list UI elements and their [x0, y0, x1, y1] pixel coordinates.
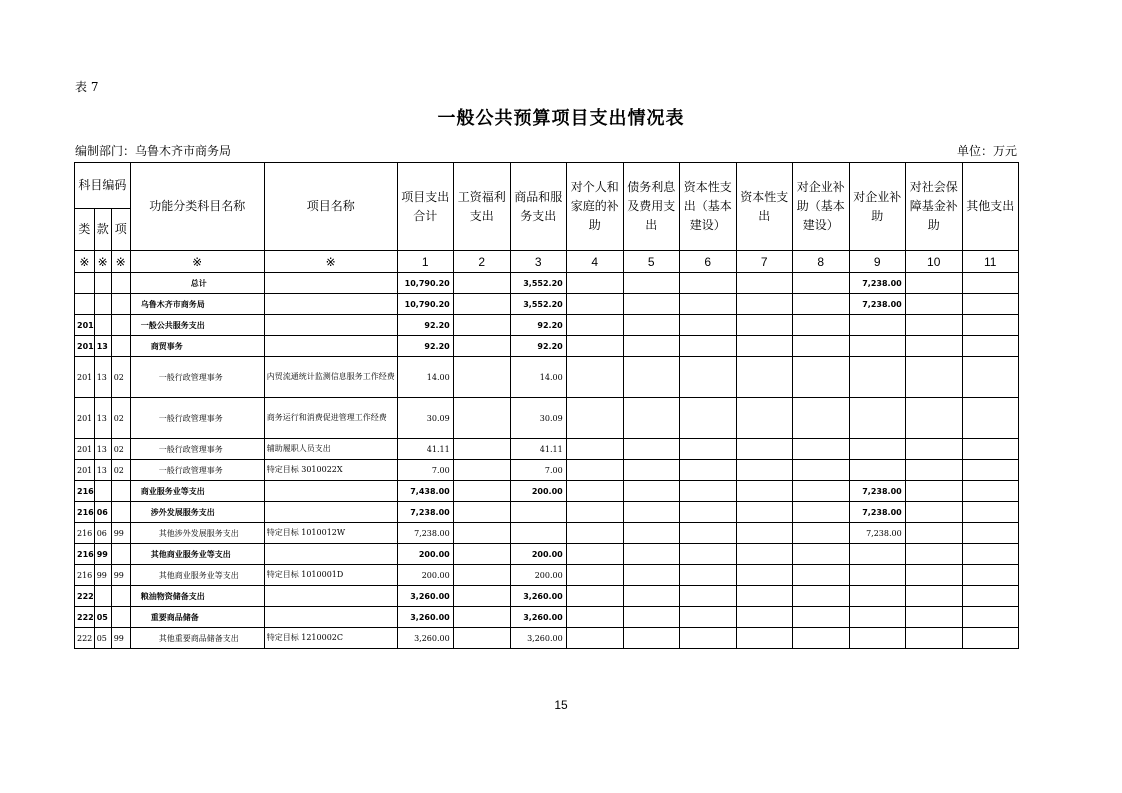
- cell-kuan: 06: [94, 502, 111, 523]
- cell-other: [962, 502, 1018, 523]
- cell-enterprise-subsidy-basic: [792, 273, 849, 294]
- cell-enterprise-subsidy: [849, 544, 905, 565]
- cell-enterprise-subsidy: 7,238.00: [849, 294, 905, 315]
- compiling-department: 编制部门：乌鲁木齐市商务局: [75, 144, 232, 158]
- cell-kuan: 13: [94, 439, 111, 460]
- cell-proj-name: [264, 586, 397, 607]
- cell-household-subsidy: [566, 607, 623, 628]
- cell-lei: 201: [75, 460, 95, 481]
- cell-enterprise-subsidy: [849, 586, 905, 607]
- cell-kuan: 13: [94, 398, 111, 439]
- table-row: [75, 294, 1019, 315]
- xiang-header: 项: [111, 209, 130, 251]
- cell-debt-interest: [623, 398, 679, 439]
- cell-xiang: [111, 273, 130, 294]
- cell-func-name: 重要商品储备: [130, 607, 264, 628]
- table-row: [75, 565, 1019, 586]
- cell-xiang: [111, 586, 130, 607]
- cell-other: [962, 315, 1018, 336]
- cell-lei: [75, 273, 95, 294]
- cell-debt-interest: [623, 502, 679, 523]
- cell-xiang: [111, 294, 130, 315]
- kuan-header: 款: [94, 209, 111, 251]
- cell-enterprise-subsidy: 7,238.00: [849, 273, 905, 294]
- cell-kuan: 13: [94, 460, 111, 481]
- cell-func-name: 粮油物资储备支出: [130, 586, 264, 607]
- cell-kuan: [94, 481, 111, 502]
- cell-wages: [453, 439, 510, 460]
- cell-xiang: [111, 544, 130, 565]
- cell-total: 14.00: [397, 357, 453, 398]
- cell-capital: [736, 315, 792, 336]
- cell-social-security: [905, 439, 962, 460]
- table-row: [75, 544, 1019, 565]
- cell-social-security: [905, 586, 962, 607]
- cell-enterprise-subsidy-basic: [792, 523, 849, 544]
- cell-goods-services: 41.11: [510, 439, 566, 460]
- cell-debt-interest: [623, 481, 679, 502]
- table-row: [75, 439, 1019, 460]
- cell-wages: [453, 460, 510, 481]
- cell-household-subsidy: [566, 544, 623, 565]
- cell-other: [962, 544, 1018, 565]
- cell-proj-name: 辅助履职人员支出: [264, 439, 397, 460]
- cell-total: 200.00: [397, 544, 453, 565]
- cell-goods-services: 30.09: [510, 398, 566, 439]
- cell-func-name: 一般公共服务支出: [130, 315, 264, 336]
- cell-debt-interest: [623, 315, 679, 336]
- cell-other: [962, 439, 1018, 460]
- cell-social-security: [905, 398, 962, 439]
- cell-lei: 201: [75, 336, 95, 357]
- cell-household-subsidy: [566, 502, 623, 523]
- cell-total: 3,260.00: [397, 607, 453, 628]
- cell-func-name: 其他商业服务业等支出: [130, 544, 264, 565]
- cell-capital: [736, 481, 792, 502]
- cell-household-subsidy: [566, 357, 623, 398]
- cell-lei: 216: [75, 565, 95, 586]
- cell-wages: [453, 398, 510, 439]
- cell-goods-services: 92.20: [510, 315, 566, 336]
- cell-proj-name: 特定目标 3010022X: [264, 460, 397, 481]
- cell-kuan: 13: [94, 357, 111, 398]
- cell-total: 10,790.20: [397, 294, 453, 315]
- col-5-header: 债务利息 及费用支 出: [623, 163, 679, 251]
- cell-debt-interest: [623, 460, 679, 481]
- cell-capital: [736, 357, 792, 398]
- budget-table: [74, 162, 1019, 649]
- cell-total: 7,438.00: [397, 481, 453, 502]
- cell-capital: [736, 628, 792, 649]
- cell-kuan: 05: [94, 628, 111, 649]
- cell-household-subsidy: [566, 523, 623, 544]
- col-7-header: 资本性支 出: [736, 163, 792, 251]
- cell-proj-name: 特定目标 1210002C: [264, 628, 397, 649]
- col-6-header: 资本性支 出（基本 建设）: [679, 163, 736, 251]
- table-number: 表 7: [75, 80, 99, 94]
- cell-social-security: [905, 294, 962, 315]
- index-row: ※ ※ ※ ※ ※ 1 2 3 4 5 6 7 8 9 10 11: [75, 251, 1019, 273]
- cell-proj-name: [264, 607, 397, 628]
- cell-goods-services: 3,260.00: [510, 586, 566, 607]
- cell-other: [962, 607, 1018, 628]
- cell-xiang: [111, 607, 130, 628]
- cell-enterprise-subsidy: [849, 336, 905, 357]
- cell-proj-name: [264, 544, 397, 565]
- table-row: [75, 502, 1019, 523]
- cell-wages: [453, 502, 510, 523]
- cell-social-security: [905, 481, 962, 502]
- cell-household-subsidy: [566, 628, 623, 649]
- cell-other: [962, 565, 1018, 586]
- cell-social-security: [905, 607, 962, 628]
- cell-lei: 216: [75, 544, 95, 565]
- unit-label: 单位：万元: [956, 144, 1017, 158]
- table-row: [75, 336, 1019, 357]
- cell-lei: 216: [75, 502, 95, 523]
- cell-goods-services: 3,552.20: [510, 273, 566, 294]
- cell-total: 92.20: [397, 336, 453, 357]
- cell-func-name: 商业服务业等支出: [130, 481, 264, 502]
- cell-social-security: [905, 273, 962, 294]
- cell-capital-basic: [679, 565, 736, 586]
- col-2-header: 工资福利 支出: [453, 163, 510, 251]
- cell-func-name: 商贸事务: [130, 336, 264, 357]
- cell-enterprise-subsidy: [849, 357, 905, 398]
- cell-lei: 216: [75, 481, 95, 502]
- cell-debt-interest: [623, 586, 679, 607]
- cell-proj-name: [264, 315, 397, 336]
- cell-kuan: 99: [94, 544, 111, 565]
- cell-total: 41.11: [397, 439, 453, 460]
- cell-enterprise-subsidy: [849, 607, 905, 628]
- cell-goods-services: 3,260.00: [510, 607, 566, 628]
- cell-household-subsidy: [566, 315, 623, 336]
- cell-wages: [453, 565, 510, 586]
- cell-capital-basic: [679, 294, 736, 315]
- cell-kuan: [94, 294, 111, 315]
- cell-capital-basic: [679, 460, 736, 481]
- cell-total: 30.09: [397, 398, 453, 439]
- cell-capital-basic: [679, 398, 736, 439]
- cell-other: [962, 398, 1018, 439]
- cell-enterprise-subsidy: [849, 460, 905, 481]
- cell-lei: 201: [75, 439, 95, 460]
- cell-enterprise-subsidy: [849, 565, 905, 586]
- cell-enterprise-subsidy: 7,238.00: [849, 502, 905, 523]
- cell-social-security: [905, 523, 962, 544]
- cell-capital-basic: [679, 628, 736, 649]
- cell-capital: [736, 502, 792, 523]
- table-row: [75, 607, 1019, 628]
- cell-enterprise-subsidy-basic: [792, 586, 849, 607]
- cell-debt-interest: [623, 439, 679, 460]
- cell-capital: [736, 460, 792, 481]
- cell-capital: [736, 544, 792, 565]
- cell-household-subsidy: [566, 481, 623, 502]
- table-row: [75, 628, 1019, 649]
- cell-func-name: 一般行政管理事务: [130, 357, 264, 398]
- col-1-header: 项目支出 合计: [397, 163, 453, 251]
- cell-wages: [453, 315, 510, 336]
- cell-social-security: [905, 336, 962, 357]
- cell-debt-interest: [623, 336, 679, 357]
- cell-household-subsidy: [566, 586, 623, 607]
- cell-proj-name: 特定目标 1010012W: [264, 523, 397, 544]
- cell-other: [962, 586, 1018, 607]
- col-11-header: 其他支出: [962, 163, 1018, 251]
- cell-xiang: [111, 502, 130, 523]
- table-row: [75, 357, 1019, 398]
- cell-xiang: [111, 315, 130, 336]
- cell-capital: [736, 586, 792, 607]
- cell-debt-interest: [623, 357, 679, 398]
- col-9-header: 对企业补 助: [849, 163, 905, 251]
- cell-xiang: 02: [111, 460, 130, 481]
- cell-goods-services: [510, 523, 566, 544]
- cell-enterprise-subsidy-basic: [792, 315, 849, 336]
- cell-lei: 201: [75, 398, 95, 439]
- cell-household-subsidy: [566, 398, 623, 439]
- cell-goods-services: 200.00: [510, 544, 566, 565]
- cell-func-name: 一般行政管理事务: [130, 460, 264, 481]
- cell-total: 92.20: [397, 315, 453, 336]
- cell-capital-basic: [679, 586, 736, 607]
- cell-kuan: 06: [94, 523, 111, 544]
- cell-enterprise-subsidy: [849, 439, 905, 460]
- cell-total: 10,790.20: [397, 273, 453, 294]
- table-row: [75, 586, 1019, 607]
- cell-enterprise-subsidy-basic: [792, 357, 849, 398]
- cell-func-name: 其他重要商品储备支出: [130, 628, 264, 649]
- cell-wages: [453, 357, 510, 398]
- cell-other: [962, 273, 1018, 294]
- cell-enterprise-subsidy-basic: [792, 336, 849, 357]
- cell-capital-basic: [679, 523, 736, 544]
- cell-lei: 222: [75, 607, 95, 628]
- cell-capital: [736, 273, 792, 294]
- cell-wages: [453, 586, 510, 607]
- cell-capital-basic: [679, 336, 736, 357]
- cell-social-security: [905, 544, 962, 565]
- cell-goods-services: 3,552.20: [510, 294, 566, 315]
- cell-capital-basic: [679, 273, 736, 294]
- cell-enterprise-subsidy-basic: [792, 294, 849, 315]
- cell-total: 7,238.00: [397, 502, 453, 523]
- cell-social-security: [905, 628, 962, 649]
- cell-proj-name: [264, 273, 397, 294]
- cell-capital: [736, 398, 792, 439]
- cell-capital: [736, 336, 792, 357]
- cell-xiang: [111, 481, 130, 502]
- cell-proj-name: 商务运行和消费促进管理工作经费: [264, 398, 397, 439]
- cell-debt-interest: [623, 523, 679, 544]
- cell-household-subsidy: [566, 273, 623, 294]
- cell-wages: [453, 628, 510, 649]
- cell-wages: [453, 481, 510, 502]
- cell-household-subsidy: [566, 460, 623, 481]
- cell-wages: [453, 523, 510, 544]
- cell-enterprise-subsidy-basic: [792, 607, 849, 628]
- cell-social-security: [905, 315, 962, 336]
- cell-enterprise-subsidy: [849, 315, 905, 336]
- cell-social-security: [905, 460, 962, 481]
- cell-xiang: 02: [111, 357, 130, 398]
- cell-other: [962, 481, 1018, 502]
- cell-total: 3,260.00: [397, 628, 453, 649]
- cell-enterprise-subsidy-basic: [792, 502, 849, 523]
- cell-enterprise-subsidy: 7,238.00: [849, 481, 905, 502]
- subject-code-header: 科目编码: [75, 163, 131, 209]
- proj-name-header: 项目名称: [264, 163, 397, 251]
- cell-capital-basic: [679, 439, 736, 460]
- cell-capital-basic: [679, 607, 736, 628]
- cell-social-security: [905, 357, 962, 398]
- lei-header: 类: [75, 209, 95, 251]
- cell-kuan: [94, 273, 111, 294]
- cell-debt-interest: [623, 565, 679, 586]
- col-3-header: 商品和服 务支出: [510, 163, 566, 251]
- cell-kuan: 05: [94, 607, 111, 628]
- page-title: 一般公共预算项目支出情况表: [437, 108, 685, 129]
- cell-total: 200.00: [397, 565, 453, 586]
- cell-other: [962, 523, 1018, 544]
- cell-kuan: 13: [94, 336, 111, 357]
- table-row: [75, 398, 1019, 439]
- cell-enterprise-subsidy-basic: [792, 544, 849, 565]
- page-number: 15: [554, 698, 568, 712]
- cell-proj-name: [264, 481, 397, 502]
- cell-goods-services: 92.20: [510, 336, 566, 357]
- func-name-header: 功能分类科目名称: [130, 163, 264, 251]
- cell-other: [962, 294, 1018, 315]
- cell-wages: [453, 336, 510, 357]
- cell-capital-basic: [679, 357, 736, 398]
- cell-social-security: [905, 502, 962, 523]
- cell-goods-services: 200.00: [510, 481, 566, 502]
- cell-kuan: [94, 315, 111, 336]
- cell-capital: [736, 294, 792, 315]
- cell-household-subsidy: [566, 294, 623, 315]
- cell-func-name: 其他商业服务业等支出: [130, 565, 264, 586]
- table-row: [75, 481, 1019, 502]
- cell-xiang: 99: [111, 565, 130, 586]
- cell-enterprise-subsidy: [849, 398, 905, 439]
- cell-goods-services: 7.00: [510, 460, 566, 481]
- cell-enterprise-subsidy-basic: [792, 439, 849, 460]
- cell-household-subsidy: [566, 336, 623, 357]
- cell-debt-interest: [623, 544, 679, 565]
- cell-debt-interest: [623, 294, 679, 315]
- cell-xiang: 02: [111, 398, 130, 439]
- cell-enterprise-subsidy: [849, 628, 905, 649]
- col-4-header: 对个人和 家庭的补 助: [566, 163, 623, 251]
- cell-goods-services: 200.00: [510, 565, 566, 586]
- cell-enterprise-subsidy-basic: [792, 460, 849, 481]
- cell-xiang: [111, 336, 130, 357]
- table-row: [75, 523, 1019, 544]
- cell-capital: [736, 607, 792, 628]
- cell-proj-name: [264, 294, 397, 315]
- cell-kuan: [94, 586, 111, 607]
- cell-lei: 201: [75, 357, 95, 398]
- cell-other: [962, 357, 1018, 398]
- cell-goods-services: 14.00: [510, 357, 566, 398]
- cell-total: 3,260.00: [397, 586, 453, 607]
- cell-enterprise-subsidy-basic: [792, 628, 849, 649]
- cell-func-name: 一般行政管理事务: [130, 439, 264, 460]
- cell-debt-interest: [623, 273, 679, 294]
- cell-total: 7.00: [397, 460, 453, 481]
- cell-xiang: 99: [111, 628, 130, 649]
- cell-func-name: 一般行政管理事务: [130, 398, 264, 439]
- cell-debt-interest: [623, 607, 679, 628]
- cell-enterprise-subsidy-basic: [792, 481, 849, 502]
- cell-proj-name: 内贸流通统计监测信息服务工作经费: [264, 357, 397, 398]
- cell-xiang: 02: [111, 439, 130, 460]
- cell-wages: [453, 544, 510, 565]
- cell-capital-basic: [679, 481, 736, 502]
- cell-func-name: 乌鲁木齐市商务局: [130, 294, 264, 315]
- cell-lei: 201: [75, 315, 95, 336]
- cell-wages: [453, 294, 510, 315]
- cell-proj-name: 特定目标 1010001D: [264, 565, 397, 586]
- cell-debt-interest: [623, 628, 679, 649]
- col-10-header: 对社会保 障基金补 助: [905, 163, 962, 251]
- cell-capital-basic: [679, 502, 736, 523]
- cell-lei: 222: [75, 586, 95, 607]
- cell-wages: [453, 273, 510, 294]
- cell-capital: [736, 565, 792, 586]
- cell-goods-services: [510, 502, 566, 523]
- cell-kuan: 99: [94, 565, 111, 586]
- cell-enterprise-subsidy-basic: [792, 398, 849, 439]
- table-row: [75, 460, 1019, 481]
- cell-other: [962, 336, 1018, 357]
- cell-household-subsidy: [566, 439, 623, 460]
- cell-enterprise-subsidy: 7,238.00: [849, 523, 905, 544]
- cell-enterprise-subsidy-basic: [792, 565, 849, 586]
- table-row: [75, 315, 1019, 336]
- cell-social-security: [905, 565, 962, 586]
- cell-total: 7,238.00: [397, 523, 453, 544]
- cell-capital-basic: [679, 544, 736, 565]
- cell-func-name: 其他涉外发展服务支出: [130, 523, 264, 544]
- cell-capital: [736, 439, 792, 460]
- cell-func-name: 涉外发展服务支出: [130, 502, 264, 523]
- cell-wages: [453, 607, 510, 628]
- cell-capital: [736, 523, 792, 544]
- cell-lei: 216: [75, 523, 95, 544]
- cell-goods-services: 3,260.00: [510, 628, 566, 649]
- cell-lei: [75, 294, 95, 315]
- cell-other: [962, 460, 1018, 481]
- cell-household-subsidy: [566, 565, 623, 586]
- cell-other: [962, 628, 1018, 649]
- table-row: [75, 273, 1019, 294]
- col-8-header: 对企业补 助（基本 建设）: [792, 163, 849, 251]
- cell-xiang: 99: [111, 523, 130, 544]
- cell-proj-name: [264, 502, 397, 523]
- cell-lei: 222: [75, 628, 95, 649]
- cell-capital-basic: [679, 315, 736, 336]
- cell-func-name: 总计: [130, 273, 264, 294]
- cell-proj-name: [264, 336, 397, 357]
